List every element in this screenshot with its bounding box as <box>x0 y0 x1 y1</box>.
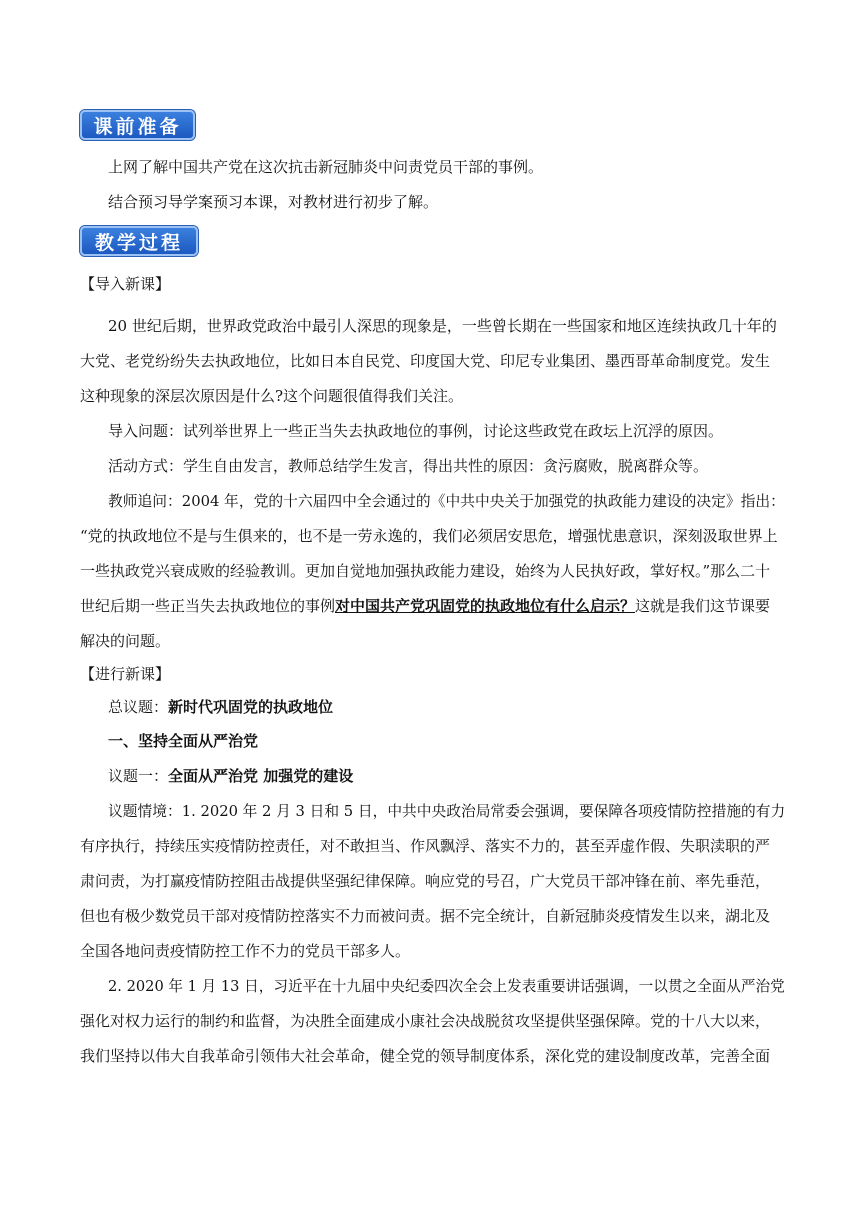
followup-underlined-question: 对中国共产党巩固党的执政地位有什么启示？ <box>335 597 636 615</box>
prep-line-1: 上网了解中国共产党在这次抗击新冠肺炎中问责党员干部的事例。 <box>108 158 544 176</box>
situation2-line: 2. 2020 年 1 月 13 日，习近平在十九届中央纪委四次全会上发表重要讲话强调，一以贯之全面从严治党 <box>108 977 785 995</box>
main-topic-label: 总议题： <box>108 698 169 716</box>
followup-line: 一些执政党兴衰成败的经验教训。更加自觉地加强执政能力建设，始终为人民执好政，掌好权。”那么二十 <box>80 562 771 580</box>
situation-line: 有序执行，持续压实疫情防控责任，对不敢担当、作风飘浮、落实不力的，甚至弄虚作假、失职渎职的严 <box>80 837 771 855</box>
followup-text-post: 这就是我们这节课要 <box>635 597 771 615</box>
intro-paragraph-line: 大党、老党纷纷失去执政地位，比如日本自民党、印度国大党、印尼专业集团、墨西哥革命制度党。发生 <box>80 352 771 370</box>
issue-1-label: 议题一： <box>108 767 169 785</box>
followup-line: 教师追问：2004 年，党的十六届四中全会通过的《中共中央关于加强党的执政能力建设的决定》指出： <box>108 492 785 510</box>
intro-question: 导入问题：试列举世界上一些正当失去执政地位的事例，讨论这些政党在政坛上沉浮的原因。 <box>108 422 724 440</box>
lesson-heading: 【进行新课】 <box>80 665 171 683</box>
intro-paragraph-line: 这种现象的深层次原因是什么?这个问题很值得我们关注。 <box>80 387 464 405</box>
section-heading-1: 一、坚持全面从严治党 <box>108 732 259 750</box>
intro-activity: 活动方式：学生自由发言，教师总结学生发言，得出共性的原因：贪污腐败，脱离群众等。 <box>108 457 709 475</box>
followup-line <box>80 596 770 616</box>
prep-line-2: 结合预习导学案预习本课，对教材进行初步了解。 <box>108 193 439 211</box>
situation2-line: 我们坚持以伟大自我革命引领伟大社会革命，健全党的领导制度体系，深化党的建设制度改革，完善全面 <box>80 1047 771 1065</box>
main-topic-text: 新时代巩固党的执政地位 <box>168 698 334 716</box>
intro-paragraph-line: 20 世纪后期，世界政党政治中最引人深思的现象是，一些曾长期在一些国家和地区连续执政几十年的 <box>108 317 777 335</box>
followup-line-end: 解决的问题。 <box>80 632 171 650</box>
section-badge-prep: 课前准备 <box>80 110 195 140</box>
situation-line: 肃问责，为打赢疫情防控阻击战提供坚强纪律保障。响应党的号召，广大党员干部冲锋在前、率先垂范， <box>80 872 771 890</box>
issue-1-text: 全面从严治党 加强党的建设 <box>168 767 354 785</box>
followup-text-pre: 世纪后期一些正当失去执政地位的事例 <box>80 597 336 615</box>
intro-heading: 【导入新课】 <box>80 275 171 293</box>
situation2-line: 强化对权力运行的制约和监督，为决胜全面建成小康社会决战脱贫攻坚提供坚强保障。党的十八大以来， <box>80 1012 771 1030</box>
situation-line: 议题情境：1. 2020 年 2 月 3 日和 5 日，中共中央政治局常委会强调，要保障各项疫情防控措施的有力 <box>108 802 786 820</box>
main-topic <box>108 697 333 717</box>
issue-1 <box>108 766 353 786</box>
section-badge-process: 教学过程 <box>80 226 198 256</box>
followup-line: “党的执政地位不是与生俱来的，也不是一劳永逸的，我们必须居安思危，增强忧患意识，深刻汲取世界上 <box>80 527 778 545</box>
situation-line: 全国各地问责疫情防控工作不力的党员干部多人。 <box>80 942 411 960</box>
situation-line: 但也有极少数党员干部对疫情防控落实不力而被问责。据不完全统计，自新冠肺炎疫情发生以来，湖北及 <box>80 907 771 925</box>
